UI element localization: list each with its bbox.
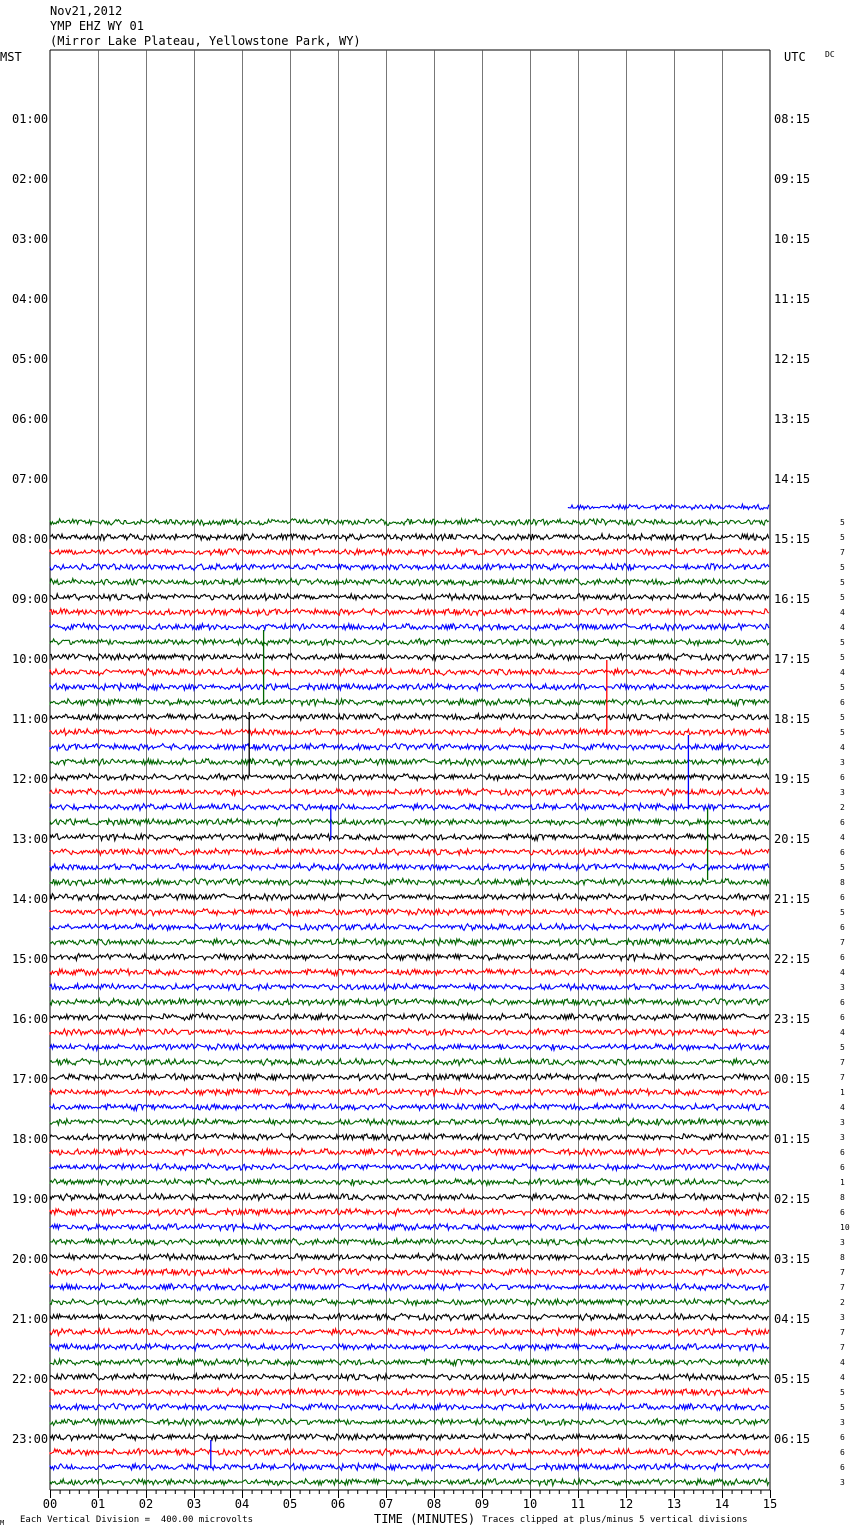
left-hour-label: 23:00 bbox=[12, 1432, 49, 1446]
trace-count-label: 8 bbox=[840, 1253, 845, 1262]
trace-count-label: 6 bbox=[840, 1163, 845, 1172]
trace-line bbox=[50, 1029, 769, 1036]
trace-line bbox=[50, 774, 769, 781]
trace-count-label: 5 bbox=[840, 683, 845, 692]
left-hour-label: 19:00 bbox=[12, 1192, 49, 1206]
right-hour-label: 02:15 bbox=[774, 1192, 811, 1206]
trace-count-label: 3 bbox=[840, 1238, 845, 1247]
trace-line bbox=[50, 1194, 769, 1201]
trace-line bbox=[50, 909, 769, 916]
dc-label: DC bbox=[825, 50, 835, 59]
right-hour-label: 12:15 bbox=[774, 352, 811, 366]
trace-line bbox=[50, 1299, 769, 1306]
trace-line bbox=[50, 1089, 769, 1096]
trace-count-label: 5 bbox=[840, 578, 845, 587]
left-hour-label: 17:00 bbox=[12, 1072, 49, 1086]
trace-line bbox=[50, 1419, 769, 1426]
right-hour-label: 10:15 bbox=[774, 232, 811, 246]
right-hour-label: 13:15 bbox=[774, 412, 811, 426]
right-hour-label: 20:15 bbox=[774, 832, 811, 846]
left-hour-label: 05:00 bbox=[12, 352, 49, 366]
left-hour-label: 06:00 bbox=[12, 412, 49, 426]
left-hour-label: 04:00 bbox=[12, 292, 49, 306]
trace-line bbox=[50, 984, 769, 991]
trace-count-label: 1 bbox=[840, 1178, 845, 1187]
trace-count-label: 2 bbox=[840, 803, 845, 812]
right-hour-label: 19:15 bbox=[774, 772, 811, 786]
trace-count-label: 6 bbox=[840, 923, 845, 932]
x-tick-label: 03 bbox=[186, 1497, 202, 1511]
left-hour-label: 16:00 bbox=[12, 1012, 49, 1026]
trace-line bbox=[50, 998, 769, 1005]
trace-line bbox=[50, 819, 769, 826]
left-hour-label: 15:00 bbox=[12, 952, 49, 966]
trace-count-label: 5 bbox=[840, 713, 845, 722]
trace-line bbox=[50, 834, 769, 841]
trace-count-label: 5 bbox=[840, 863, 845, 872]
trace-count-label: 5 bbox=[840, 593, 845, 602]
trace-line bbox=[50, 608, 769, 615]
trace-line bbox=[50, 1179, 769, 1186]
x-tick-label: 09 bbox=[474, 1497, 490, 1511]
left-hour-label: 08:00 bbox=[12, 532, 49, 546]
trace-count-label: 6 bbox=[840, 773, 845, 782]
trace-line bbox=[50, 1359, 769, 1366]
header-station: YMP EHZ WY 01 bbox=[50, 19, 144, 33]
trace-count-label: 4 bbox=[840, 833, 845, 842]
trace-line bbox=[50, 1284, 769, 1291]
trace-line bbox=[50, 699, 769, 706]
x-axis-title: TIME (MINUTES) bbox=[374, 1512, 476, 1526]
trace-count-label: 5 bbox=[840, 653, 845, 662]
trace-line bbox=[50, 1239, 769, 1246]
trace-line bbox=[50, 594, 769, 601]
m-mark: M bbox=[0, 1519, 5, 1527]
trace-line bbox=[50, 1479, 769, 1486]
trace-line bbox=[50, 1133, 769, 1140]
trace-count-label: 4 bbox=[840, 623, 845, 632]
trace-line bbox=[50, 1449, 769, 1456]
header-date: Nov21,2012 bbox=[50, 4, 123, 18]
trace-count-label: 5 bbox=[840, 728, 845, 737]
trace-count-label: 3 bbox=[840, 788, 845, 797]
trace-line bbox=[50, 804, 769, 811]
trace-count-label: 4 bbox=[840, 743, 845, 752]
trace-line bbox=[50, 1224, 769, 1231]
trace-count-label: 8 bbox=[840, 1193, 845, 1202]
trace-line bbox=[50, 654, 769, 661]
trace-line bbox=[50, 639, 769, 646]
trace-count-label: 6 bbox=[840, 1208, 845, 1217]
trace-count-label: 4 bbox=[840, 1373, 845, 1382]
x-tick-label: 15 bbox=[762, 1497, 778, 1511]
trace-count-label: 7 bbox=[840, 1328, 845, 1337]
right-hour-label: 22:15 bbox=[774, 952, 811, 966]
trace-count-label: 5 bbox=[840, 518, 845, 527]
trace-line bbox=[50, 729, 769, 736]
trace-line bbox=[50, 534, 769, 541]
left-hour-label: 22:00 bbox=[12, 1372, 49, 1386]
left-hour-label: 01:00 bbox=[12, 112, 49, 126]
trace-count-label: 1 bbox=[840, 1088, 845, 1097]
trace-count-label: 6 bbox=[840, 698, 845, 707]
trace-count-label: 6 bbox=[840, 998, 845, 1007]
trace-count-label: 3 bbox=[840, 1418, 845, 1427]
trace-count-label: 4 bbox=[840, 968, 845, 977]
trace-count-label: 6 bbox=[840, 953, 845, 962]
trace-line bbox=[50, 939, 769, 946]
trace-count-label: 6 bbox=[840, 1463, 845, 1472]
trace-line bbox=[50, 894, 769, 901]
x-tick-label: 06 bbox=[330, 1497, 346, 1511]
trace-line bbox=[50, 549, 769, 556]
trace-count-label: 4 bbox=[840, 608, 845, 617]
right-hour-label: 17:15 bbox=[774, 652, 811, 666]
trace-line bbox=[50, 1344, 769, 1351]
trace-count-label: 7 bbox=[840, 1268, 845, 1277]
trace-line bbox=[50, 1268, 769, 1275]
right-hour-label: 14:15 bbox=[774, 472, 811, 486]
trace-count-label: 3 bbox=[840, 1118, 845, 1127]
header-location: (Mirror Lake Plateau, Yellowstone Park, WY) bbox=[50, 34, 361, 48]
trace-line bbox=[50, 1119, 769, 1126]
right-hour-label: 21:15 bbox=[774, 892, 811, 906]
trace-count-label: 5 bbox=[840, 563, 845, 572]
right-hour-label: 03:15 bbox=[774, 1252, 811, 1266]
x-tick-label: 12 bbox=[618, 1497, 634, 1511]
x-tick-label: 08 bbox=[426, 1497, 442, 1511]
trace-line bbox=[50, 1104, 769, 1111]
x-tick-label: 13 bbox=[666, 1497, 682, 1511]
trace-count-label: 10 bbox=[840, 1223, 850, 1232]
trace-count-label: 7 bbox=[840, 1058, 845, 1067]
trace-line bbox=[50, 1044, 769, 1051]
trace-count-label: 6 bbox=[840, 1148, 845, 1157]
right-hour-label: 18:15 bbox=[774, 712, 811, 726]
trace-count-label: 4 bbox=[840, 1358, 845, 1367]
trace-line bbox=[50, 743, 769, 750]
trace-line bbox=[50, 1013, 769, 1020]
trace-line bbox=[50, 1389, 769, 1396]
left-timezone-label: MST bbox=[0, 50, 22, 64]
trace-line bbox=[50, 864, 769, 871]
x-tick-label: 04 bbox=[234, 1497, 250, 1511]
trace-line bbox=[50, 1329, 769, 1336]
trace-count-label: 6 bbox=[840, 848, 845, 857]
trace-count-label: 6 bbox=[840, 1433, 845, 1442]
trace-count-label: 3 bbox=[840, 1313, 845, 1322]
x-tick-label: 01 bbox=[90, 1497, 106, 1511]
trace-count-label: 3 bbox=[840, 983, 845, 992]
scale-note: Each Vertical Division = 400.00 microvolts bbox=[20, 1515, 253, 1525]
left-hour-label: 11:00 bbox=[12, 712, 49, 726]
minute-grid bbox=[50, 50, 771, 1498]
x-tick-label: 11 bbox=[570, 1497, 586, 1511]
trace-count-label: 7 bbox=[840, 1073, 845, 1082]
trace-line bbox=[50, 1464, 769, 1471]
trace-line bbox=[50, 714, 769, 721]
left-hour-label: 13:00 bbox=[12, 832, 49, 846]
clip-note: Traces clipped at plus/minus 5 vertical divisions bbox=[482, 1515, 748, 1525]
trace-line bbox=[50, 669, 769, 676]
trace-line bbox=[50, 564, 769, 571]
trace-count-label: 7 bbox=[840, 1343, 845, 1352]
trace-group bbox=[50, 504, 769, 1485]
trace-count-label: 7 bbox=[840, 1283, 845, 1292]
trace-count-label: 5 bbox=[840, 1388, 845, 1397]
trace-line bbox=[50, 1164, 769, 1171]
left-hour-label: 09:00 bbox=[12, 592, 49, 606]
right-timezone-label: UTC bbox=[784, 50, 806, 64]
trace-count-label: 5 bbox=[840, 533, 845, 542]
trace-line bbox=[50, 579, 769, 586]
trace-count-label: 4 bbox=[840, 1028, 845, 1037]
trace-line bbox=[50, 519, 769, 526]
trace-line bbox=[50, 849, 769, 856]
left-hour-label: 12:00 bbox=[12, 772, 49, 786]
trace-count-label: 4 bbox=[840, 668, 845, 677]
trace-count-label: 7 bbox=[840, 548, 845, 557]
x-tick-label: 14 bbox=[714, 1497, 730, 1511]
trace-line bbox=[50, 1434, 769, 1441]
trace-count-label: 2 bbox=[840, 1298, 845, 1307]
x-tick-label: 10 bbox=[522, 1497, 538, 1511]
trace-count-label: 3 bbox=[840, 1133, 845, 1142]
right-hour-label: 16:15 bbox=[774, 592, 811, 606]
trace-count-label: 5 bbox=[840, 1043, 845, 1052]
trace-line bbox=[50, 789, 769, 796]
trace-line bbox=[50, 924, 769, 931]
trace-count-label: 6 bbox=[840, 1448, 845, 1457]
x-tick-label: 00 bbox=[42, 1497, 58, 1511]
trace-line bbox=[50, 684, 769, 691]
right-hour-label: 23:15 bbox=[774, 1012, 811, 1026]
trace-count-label: 3 bbox=[840, 1478, 845, 1487]
trace-line bbox=[50, 1403, 769, 1410]
trace-line bbox=[50, 1074, 769, 1081]
trace-line bbox=[50, 1374, 769, 1381]
left-hour-label: 18:00 bbox=[12, 1132, 49, 1146]
right-hour-label: 01:15 bbox=[774, 1132, 811, 1146]
trace-count-label: 6 bbox=[840, 818, 845, 827]
trace-line bbox=[50, 1059, 769, 1066]
right-hour-label: 06:15 bbox=[774, 1432, 811, 1446]
x-tick-label: 07 bbox=[378, 1497, 394, 1511]
right-hour-label: 08:15 bbox=[774, 112, 811, 126]
trace-count-label: 3 bbox=[840, 758, 845, 767]
left-hour-label: 10:00 bbox=[12, 652, 49, 666]
right-hour-label: 11:15 bbox=[774, 292, 811, 306]
left-hour-label: 03:00 bbox=[12, 232, 49, 246]
left-hour-label: 21:00 bbox=[12, 1312, 49, 1326]
trace-line bbox=[50, 1209, 769, 1216]
right-hour-label: 05:15 bbox=[774, 1372, 811, 1386]
left-hour-label: 14:00 bbox=[12, 892, 49, 906]
left-hour-label: 20:00 bbox=[12, 1252, 49, 1266]
trace-line bbox=[50, 954, 769, 961]
trace-count-label: 5 bbox=[840, 908, 845, 917]
x-tick-label: 05 bbox=[282, 1497, 298, 1511]
trace-line bbox=[50, 969, 769, 976]
trace-line bbox=[50, 759, 769, 766]
left-hour-label: 02:00 bbox=[12, 172, 49, 186]
x-tick-label: 02 bbox=[138, 1497, 154, 1511]
left-hour-label: 07:00 bbox=[12, 472, 49, 486]
trace-line bbox=[50, 1149, 769, 1156]
trace-count-label: 4 bbox=[840, 1103, 845, 1112]
trace-count-label: 5 bbox=[840, 638, 845, 647]
right-hour-label: 00:15 bbox=[774, 1072, 811, 1086]
trace-line bbox=[50, 1254, 769, 1261]
trace-line bbox=[50, 1314, 769, 1321]
right-hour-label: 04:15 bbox=[774, 1312, 811, 1326]
trace-count-label: 8 bbox=[840, 878, 845, 887]
right-hour-label: 15:15 bbox=[774, 532, 811, 546]
trace-count-label: 7 bbox=[840, 938, 845, 947]
trace-count-label: 6 bbox=[840, 893, 845, 902]
right-hour-label: 09:15 bbox=[774, 172, 811, 186]
trace-count-label: 5 bbox=[840, 1403, 845, 1412]
partial-trace bbox=[568, 504, 768, 509]
trace-count-label: 6 bbox=[840, 1013, 845, 1022]
trace-line bbox=[50, 623, 769, 630]
trace-line bbox=[50, 878, 769, 885]
